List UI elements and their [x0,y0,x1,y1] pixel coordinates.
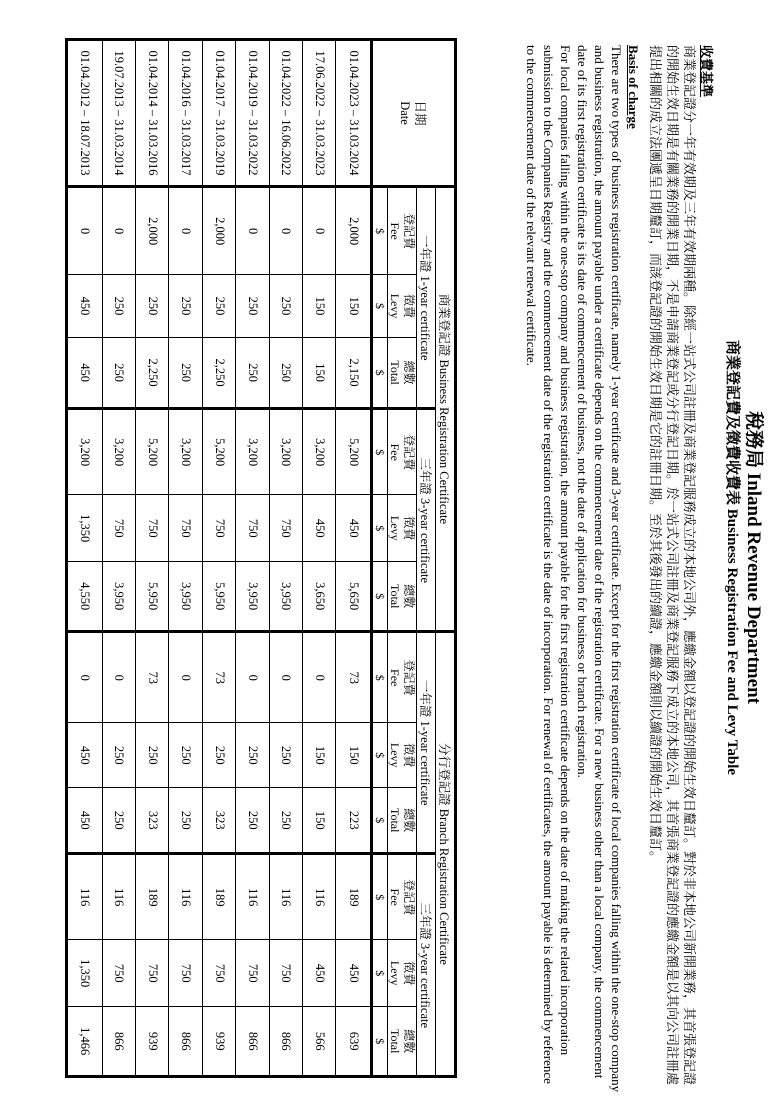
amount-cell: 866 [236,1007,269,1077]
fee-label-zh: 登記費 [402,879,416,916]
amount-cell: 5,950 [202,562,235,632]
amount-cell: 250 [202,723,235,788]
amount-cell: 150 [303,788,336,854]
amount-cell: 750 [135,495,168,562]
currency-cell: $ [372,562,388,632]
amount-cell: 750 [269,495,302,562]
department-title [742,0,769,1115]
amount-cell: 2,000 [336,187,372,275]
levy-label-zh: 徵費 [402,516,416,541]
table-row [269,40,302,1077]
intro-zh-heading: 收費基準 [699,45,714,98]
amount-cell: 116 [236,854,269,940]
amount-cell: 189 [202,854,235,940]
amount-cell: 2,000 [135,187,168,275]
amount-cell: 3,950 [102,562,135,632]
levy-label-en: Levy [388,293,402,319]
fee-table-wrapper [65,38,457,1078]
amount-cell: 2,000 [202,187,235,275]
table-row [169,40,202,1077]
intro-en-block [523,45,642,1095]
column-header-levy [388,939,417,1006]
amount-cell: 566 [303,1007,336,1077]
total-label-zh: 總數 [402,808,416,833]
amount-cell: 0 [67,631,103,722]
amount-cell: 750 [269,939,302,1006]
table-title [723,0,744,1115]
amount-cell: 3,950 [169,562,202,632]
amount-cell: 2,150 [336,337,372,409]
levy-label-en: Levy [388,515,402,541]
currency-cell: $ [372,788,388,854]
levy-label-zh: 徵費 [402,743,416,768]
business-1yr-header: 一年證 1-year certificate [417,187,436,409]
amount-cell: 250 [102,788,135,854]
currency-cell: $ [372,275,388,337]
amount-cell: 250 [236,337,269,409]
currency-cell: $ [372,1007,388,1077]
amount-cell: 450 [67,275,103,337]
fee-label-zh: 登記費 [402,659,416,696]
total-label-zh: 總數 [402,360,416,385]
amount-cell: 150 [303,275,336,337]
amount-cell: 150 [303,723,336,788]
amount-cell: 73 [336,631,372,722]
column-header-levy [388,723,417,788]
amount-cell: 750 [236,939,269,1006]
amount-cell: 750 [102,495,135,562]
amount-cell: 3,200 [67,409,103,495]
amount-cell: 750 [236,495,269,562]
amount-cell: 150 [336,275,372,337]
currency-row [372,40,388,1077]
date-range-cell: 01.04.2023 – 31.03.2024 [336,40,372,187]
department-name-en: Inland Revenue Department [743,472,764,704]
amount-cell: 866 [169,1007,202,1077]
total-label-en: Total [388,807,402,833]
amount-cell: 866 [102,1007,135,1077]
branch-cert-group-header: 分行登記證 Branch Registration Certificate [436,631,456,1076]
branch-3yr-header: 三年證 3-year certificate [417,854,436,1077]
table-row [102,40,135,1077]
total-label-en: Total [388,583,402,609]
column-header-fee [388,187,417,275]
fee-levy-table [65,38,457,1078]
amount-cell: 116 [102,854,135,940]
amount-cell: 866 [269,1007,302,1077]
date-range-cell: 19.07.2013 – 31.03.2014 [102,40,135,187]
amount-cell: 2,250 [135,337,168,409]
amount-cell: 4,550 [67,562,103,632]
amount-cell: 0 [269,631,302,722]
column-header-total [388,562,417,632]
amount-cell: 750 [169,495,202,562]
department-name-zh: 稅務局 [743,411,764,469]
currency-cell: $ [372,723,388,788]
amount-cell: 250 [169,723,202,788]
fee-label-en: Fee [388,669,402,687]
amount-cell: 5,200 [202,409,235,495]
amount-cell: 750 [202,495,235,562]
amount-cell: 0 [169,631,202,722]
table-title-en: Business Registration Fee and Levy Table [724,508,740,776]
amount-cell: 116 [303,854,336,940]
amount-cell: 0 [169,187,202,275]
amount-cell: 0 [236,631,269,722]
amount-cell: 1,350 [67,939,103,1006]
column-header-total [388,788,417,854]
amount-cell: 450 [67,788,103,854]
amount-cell: 3,950 [236,562,269,632]
column-header-fee [388,854,417,940]
amount-cell: 250 [169,337,202,409]
amount-cell: 0 [303,187,336,275]
amount-cell: 250 [269,788,302,854]
column-header-total [388,1007,417,1077]
column-header-levy [388,495,417,562]
fee-label-en: Fee [388,888,402,906]
amount-cell: 223 [336,788,372,854]
amount-cell: 250 [102,275,135,337]
column-header-fee [388,409,417,495]
currency-cell: $ [372,939,388,1006]
amount-cell: 250 [269,337,302,409]
currency-cell: $ [372,187,388,275]
amount-cell: 1,350 [67,495,103,562]
amount-cell: 150 [336,723,372,788]
fee-label-en: Fee [388,443,402,461]
amount-cell: 2,250 [202,337,235,409]
amount-cell: 3,200 [169,409,202,495]
table-row [202,40,235,1077]
amount-cell: 3,200 [269,409,302,495]
table-row [67,40,103,1077]
amount-cell: 250 [102,337,135,409]
amount-cell: 250 [236,788,269,854]
date-range-cell: 01.04.2022 – 16.06.2022 [269,40,302,187]
levy-label-en: Levy [388,742,402,768]
date-range-cell: 01.04.2017 – 31.03.2019 [202,40,235,187]
amount-cell: 323 [135,788,168,854]
amount-cell: 73 [135,631,168,722]
amount-cell: 250 [135,275,168,337]
column-header-total [388,337,417,409]
date-header [372,40,456,187]
levy-label-zh: 徵費 [402,961,416,986]
amount-cell: 750 [169,939,202,1006]
amount-cell: 639 [336,1007,372,1077]
total-label-en: Total [388,1028,402,1054]
amount-cell: 250 [269,275,302,337]
amount-cell: 0 [269,187,302,275]
amount-cell: 250 [202,275,235,337]
amount-cell: 323 [202,788,235,854]
amount-cell: 3,650 [303,562,336,632]
table-row [303,40,336,1077]
branch-1yr-header: 一年證 1-year certificate [417,631,436,853]
currency-cell: $ [372,337,388,409]
levy-label-en: Levy [388,960,402,986]
amount-cell: 116 [169,854,202,940]
amount-cell: 450 [67,723,103,788]
table-title-zh: 商業登記費及徵費收費表 [724,339,740,505]
amount-cell: 1,466 [67,1007,103,1077]
amount-cell: 3,200 [102,409,135,495]
amount-cell: 5,200 [336,409,372,495]
intro-zh-block [647,45,715,1095]
fee-label-en: Fee [388,222,402,240]
amount-cell: 189 [336,854,372,940]
amount-cell: 450 [67,337,103,409]
amount-cell: 939 [135,1007,168,1077]
fee-label-zh: 登記費 [402,434,416,471]
amount-cell: 450 [336,939,372,1006]
amount-cell: 189 [135,854,168,940]
intro-en-para-2: For local companies falling within the one-stop company and business registration, the amount payable for the first registration certificate depends on the date of making the related incorporation submission to the Companies Registry and the commencement date of the registration certificate is the date of incorporation. For renewal of certificates, the amount payable is determined by reference to the commencement date of the relevant renewal certificate. [524,45,573,1084]
amount-cell: 3,950 [269,562,302,632]
table-row [135,40,168,1077]
amount-cell: 250 [236,723,269,788]
amount-cell: 750 [102,939,135,1006]
amount-cell: 73 [202,631,235,722]
amount-cell: 750 [135,939,168,1006]
amount-cell: 250 [102,723,135,788]
table-row [236,40,269,1077]
currency-cell: $ [372,409,388,495]
currency-cell: $ [372,631,388,722]
amount-cell: 0 [102,187,135,275]
amount-cell: 250 [269,723,302,788]
date-range-cell: 01.04.2016 – 31.03.2017 [169,40,202,187]
amount-cell: 0 [303,631,336,722]
total-label-zh: 總數 [402,584,416,609]
column-header-levy [388,275,417,337]
amount-cell: 5,200 [135,409,168,495]
date-header-zh: 日期 [413,100,427,126]
amount-cell: 250 [169,788,202,854]
amount-cell: 0 [67,187,103,275]
total-label-en: Total [388,360,402,385]
amount-cell: 250 [236,275,269,337]
amount-cell: 939 [202,1007,235,1077]
intro-zh-text: 商業登記證分一年有效期及三年有效期兩種。除經一站式公司註冊及商業登記服務成立的本地公司外，應繳金額以登記證的開始生效日釐訂。對於非本地公司新開業務，其首張登記證的開始生效日期是有關業務的開業日期，不是申請商業登記或分行登記日期。於一站式公司註冊及商業登記服務下成立的本地公司，其首張商業登記證的應繳金額是以其向公司註冊處提出相關的成立法團遞呈日期釐訂，而該登記證的開始生效日期是它的註冊日期。至於其後發出的續證，應繳金額則以續證的開始生效日釐訂。 [648,45,697,1086]
amount-cell: 450 [336,495,372,562]
business-3yr-header: 三年證 3-year certificate [417,409,436,631]
intro-en-heading: Basis of charge [626,45,641,129]
date-range-cell: 17.06.2022 – 31.03.2023 [303,40,336,187]
levy-label-zh: 徵費 [402,294,416,319]
date-range-cell: 01.04.2019 – 31.03.2022 [236,40,269,187]
column-header-row [388,40,417,1077]
amount-cell: 250 [169,275,202,337]
business-cert-group-header: 商業登記證 Business Registration Certificate [436,187,456,632]
amount-cell: 116 [67,854,103,940]
amount-cell: 0 [102,631,135,722]
amount-cell: 250 [135,723,168,788]
intro-en-para-1: There are two types of business registration certificate, namely 1-year certificate and 3-year certificate. Except for the first registration certificate of local companies falling within the one-stop company and business registration, the amount payable under a certificate depends on the commencement date of the registration certificate. For a new business other than a local company, the commencement date of its first registration certificate is its date of commencement of business, not the date of application for business or branch registration. [575,45,624,1093]
date-header-en: Date [398,101,412,125]
amount-cell: 0 [236,187,269,275]
amount-cell: 450 [303,939,336,1006]
amount-cell: 150 [303,337,336,409]
currency-cell: $ [372,854,388,940]
date-range-cell: 01.04.2014 – 31.03.2016 [135,40,168,187]
amount-cell: 450 [303,495,336,562]
amount-cell: 5,650 [336,562,372,632]
amount-cell: 3,200 [303,409,336,495]
column-header-fee [388,631,417,722]
amount-cell: 5,950 [135,562,168,632]
amount-cell: 116 [269,854,302,940]
table-body [67,40,372,1077]
date-range-cell: 01.04.2012 – 18.07.2013 [67,40,103,187]
table-row [336,40,372,1077]
amount-cell: 750 [202,939,235,1006]
fee-label-zh: 登記費 [402,213,416,250]
currency-cell: $ [372,495,388,562]
amount-cell: 3,200 [236,409,269,495]
total-label-zh: 總數 [402,1029,416,1054]
